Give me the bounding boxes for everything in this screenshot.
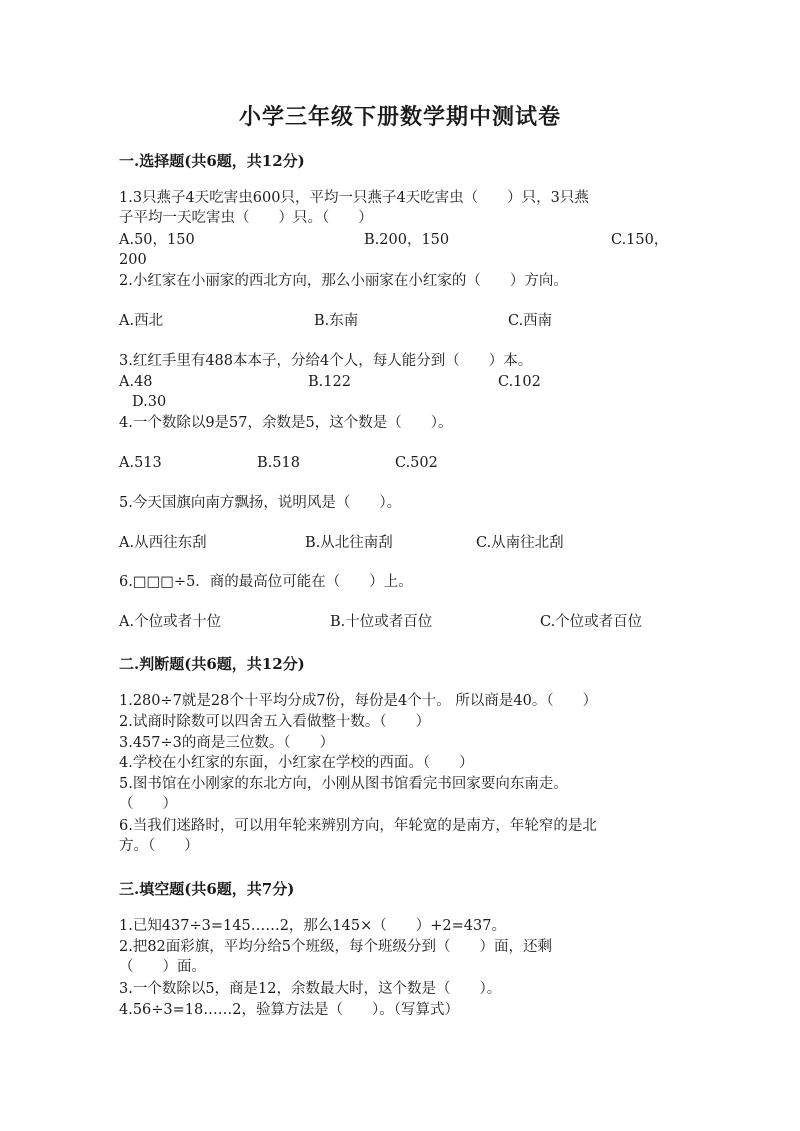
judgment-line-6: 6.当我们迷路时，可以用年轮来辨别方向，年轮宽的是南方，年轮窄的是北 [119,818,597,834]
option-d: D.30 [132,394,167,410]
option-b: B.200，150 [364,232,450,248]
option-a: A.从西往东刮 [119,535,207,551]
question-4: 4.一个数除以9是57，余数是5，这个数是（ ）。 [119,415,453,431]
option-a: A.48 [119,374,153,390]
fill-line-2-cont: （ ）面。 [119,959,206,975]
option-c: C.102 [498,374,541,390]
question-1-line-1: 1.3只燕子4天吃害虫600只，平均一只燕子4天吃害虫（ ）只，3只燕 [119,190,589,206]
option-b: B.东南 [314,313,359,329]
option-c: C.西南 [508,313,553,329]
page-title: 小学三年级下册数学期中测试卷 [238,104,561,130]
judgment-line-3: 3.457÷3的商是三位数。（ ） [119,735,335,751]
fill-line-2: 2.把82面彩旗，平均分给5个班级，每个班级分到（ ）面，还剩 [119,939,553,955]
judgment-line-5-cont: （ ） [119,796,177,812]
option-c-continued: 200 [119,252,147,268]
option-c: C.502 [395,455,438,471]
fill-line-3: 3.一个数除以5，商是12，余数最大时，这个数是（ ）。 [119,981,502,997]
question-5: 5.今天国旗向南方飘扬，说明风是（ ）。 [119,495,402,511]
option-b: B.122 [308,374,351,390]
section-heading-judgment: 二.判断题(共6题，共12分) [119,655,305,673]
question-1-line-2: 子平均一天吃害虫（ ）只。（ ） [119,210,373,226]
judgment-line-4: 4.学校在小红家的东面，小红家在学校的西面。（ ） [119,755,474,771]
judgment-line-6-cont: 方。（ ） [119,838,199,854]
option-a: A.50，150 [119,232,195,248]
judgment-line-5: 5.图书馆在小刚家的东北方向，小刚从图书馆看完书回家要向东南走。 [119,776,568,792]
fill-line-4: 4.56÷3=18……2，验算方法是（ ）。（写算式） [119,1002,459,1018]
fill-line-1: 1.已知437÷3=145……2，那么145×（ ）+2=437。 [119,918,506,934]
option-b: B.十位或者百位 [330,614,433,630]
option-a: A.西北 [119,313,164,329]
question-3: 3.红红手里有488本本子，分给4个人，每人能分到（ ）本。 [119,353,533,369]
option-a: A.个位或者十位 [119,614,222,630]
section-heading-fill: 三.填空题(共6题，共7分) [119,880,295,898]
option-b: B.518 [257,455,300,471]
option-b: B.从北往南刮 [305,535,393,551]
judgment-line-1: 1.280÷7就是28个十平均分成7份，每份是4个十。 所以商是40。（ ） [119,693,598,709]
judgment-line-2: 2.试商时除数可以四舍五入看做整十数。（ ） [119,714,431,730]
option-c: C.150， [611,232,669,248]
question-6: 6.□□□÷5．商的最高位可能在（ ）上。 [119,574,413,590]
option-a: A.513 [119,455,162,471]
option-c: C.个位或者百位 [540,614,643,630]
question-2: 2.小红家在小丽家的西北方向，那么小丽家在小红家的（ ）方向。 [119,273,568,289]
section-heading-choice: 一.选择题(共6题，共12分) [119,152,305,170]
option-c: C.从南往北刮 [476,535,564,551]
